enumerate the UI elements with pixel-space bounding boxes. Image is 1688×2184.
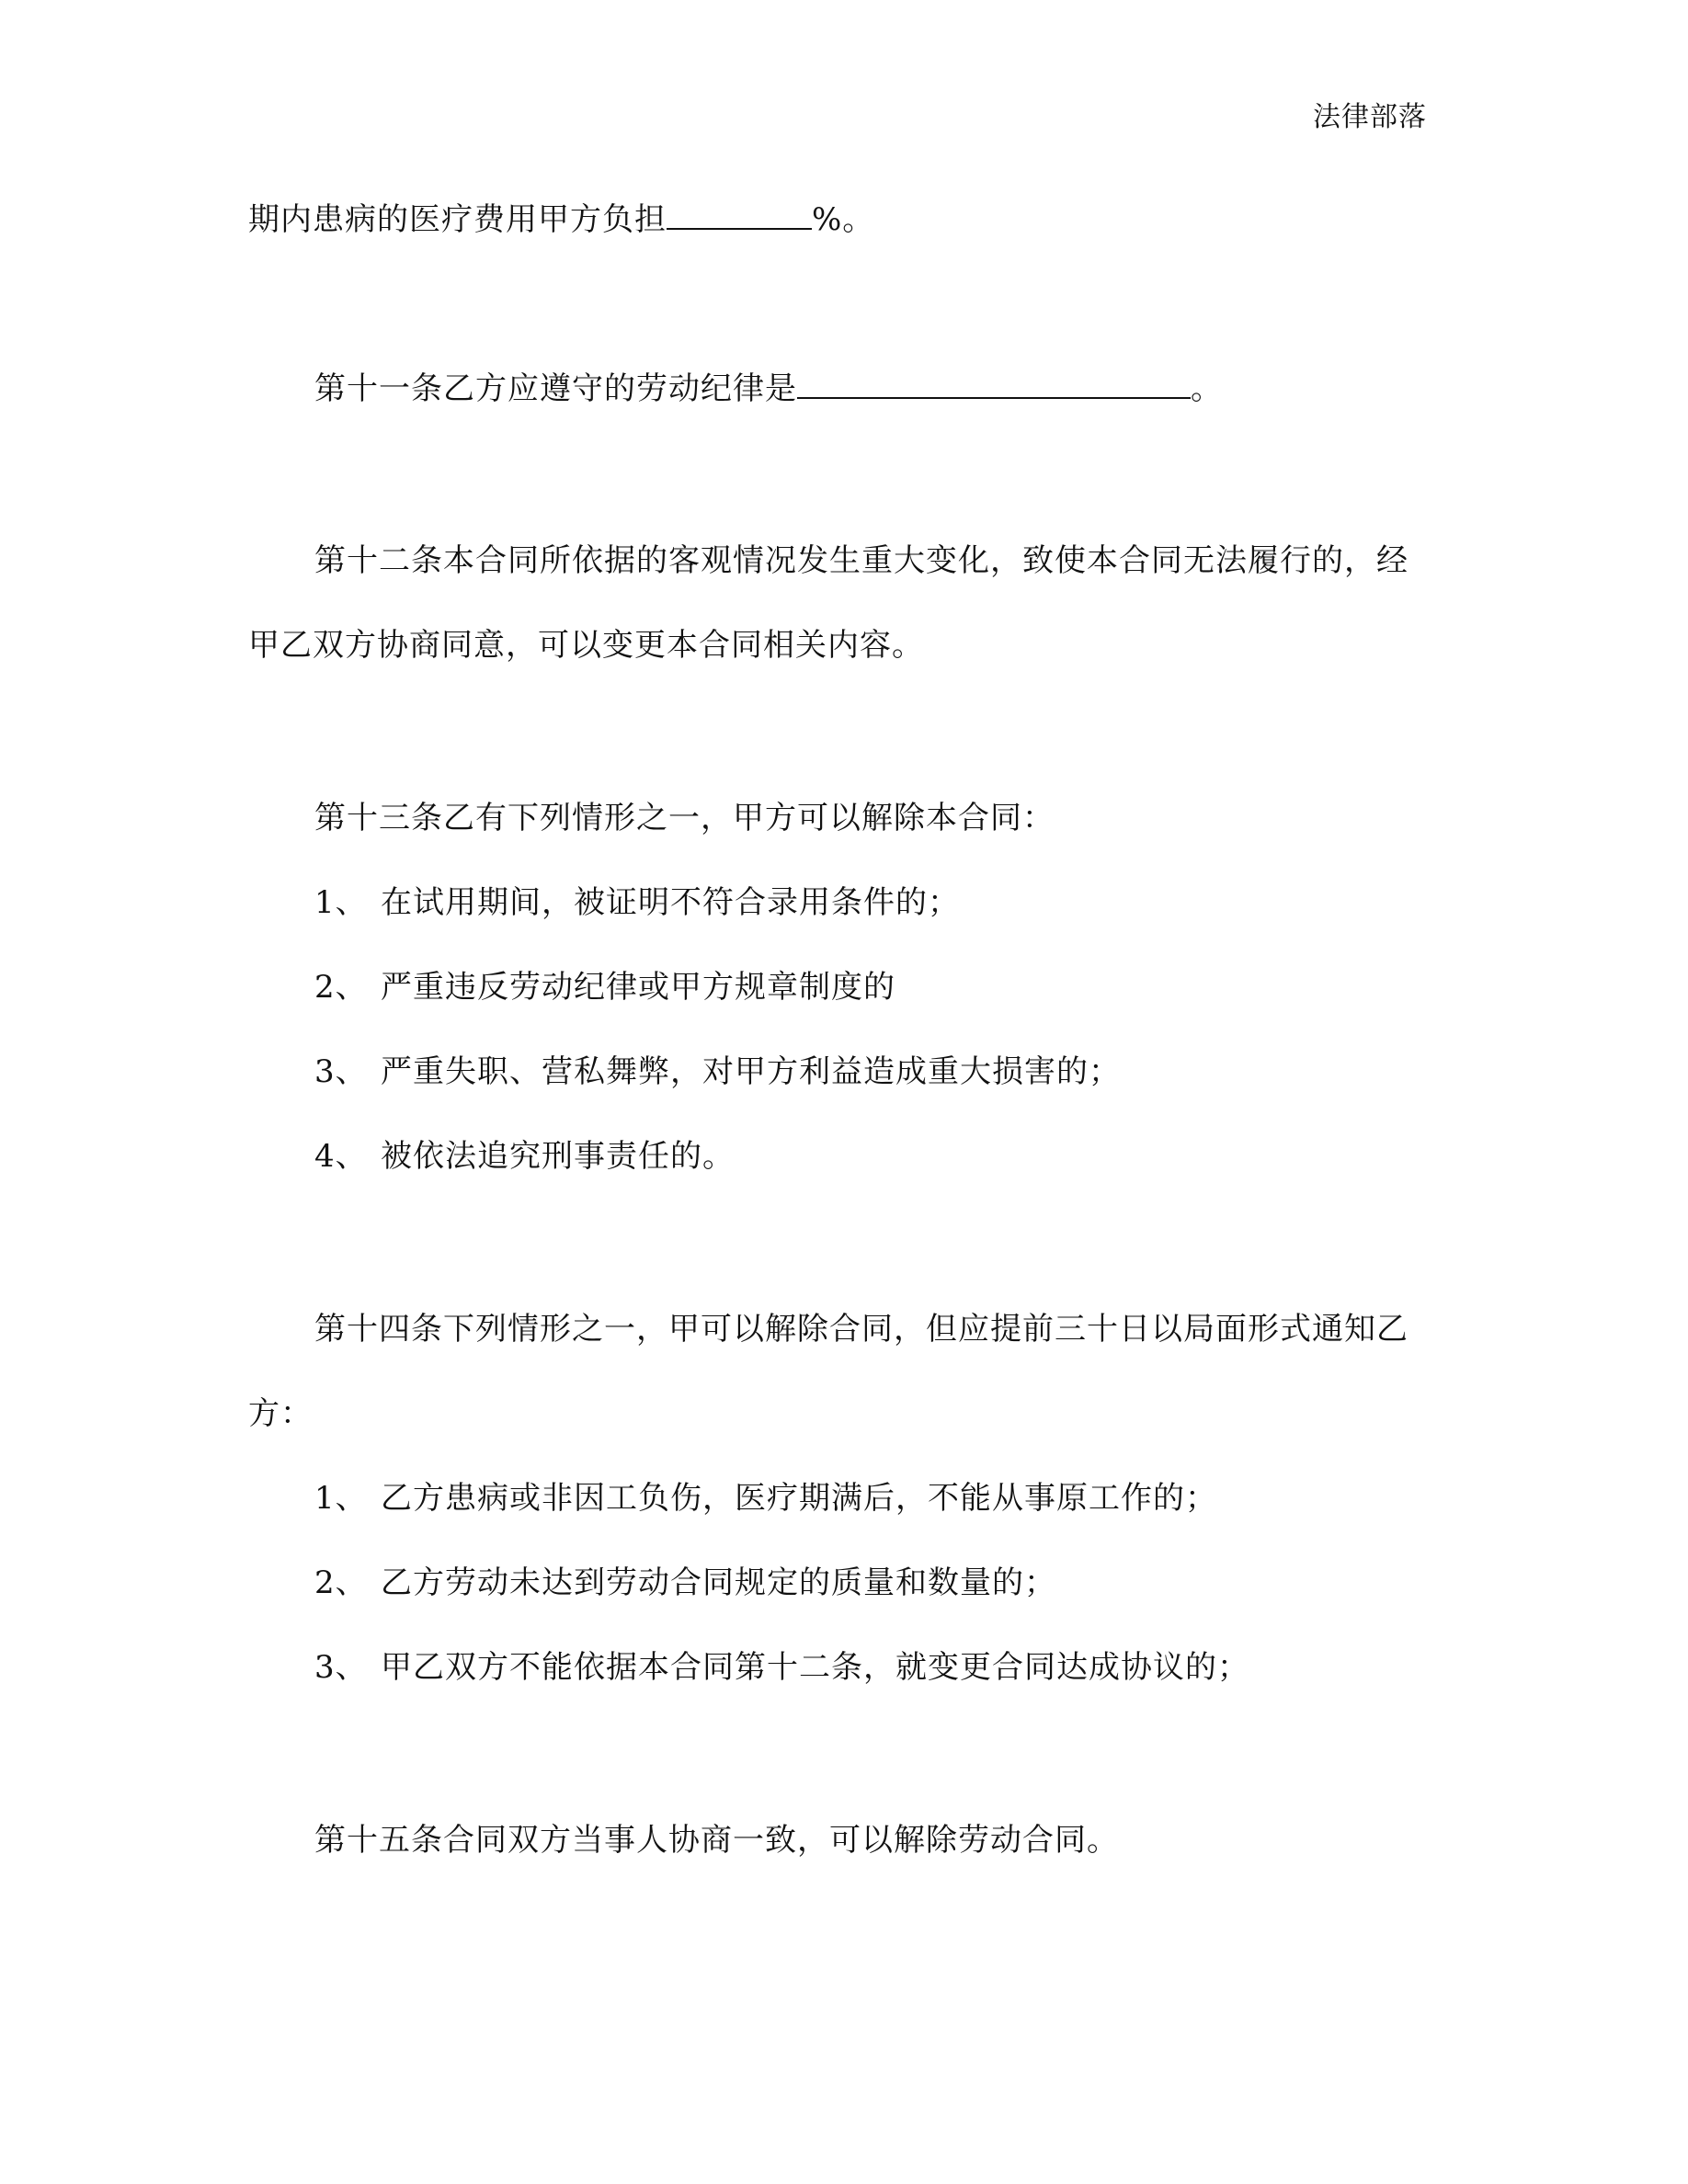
list-item [314, 1053, 1121, 1090]
list-item [314, 884, 960, 921]
article-text: 第十一条乙方应遵守的劳动纪律是 [314, 370, 797, 407]
list-text: 乙方劳动未达到劳动合同规定的质量和数量的； [381, 1564, 1056, 1601]
article-14-line-1: 第十四条下列情形之一，甲可以解除合同，但应提前三十日以局面形式通知乙 [314, 1311, 1409, 1348]
blank-line [797, 370, 1191, 399]
paragraph-text: %。 [812, 201, 875, 238]
list-number: 3、 [314, 1649, 368, 1686]
list-number: 3、 [314, 1053, 368, 1090]
article-text: 。 [1191, 370, 1223, 407]
list-text: 乙方患病或非因工负伤，医疗期满后，不能从事原工作的； [381, 1480, 1217, 1517]
article-12-line-1: 第十二条本合同所依据的客观情况发生重大变化，致使本合同无法履行的，经 [314, 542, 1409, 579]
article-12-line-2: 甲乙双方协商同意，可以变更本合同相关内容。 [248, 627, 924, 664]
list-number: 1、 [314, 884, 368, 921]
list-number: 2、 [314, 969, 368, 1006]
list-text: 严重违反劳动纪律或甲方规章制度的 [381, 969, 895, 1006]
article-11 [314, 370, 1223, 407]
list-number: 2、 [314, 1564, 368, 1601]
list-item [314, 1480, 1217, 1517]
paragraph-text: 期内患病的医疗费用甲方负担 [248, 201, 667, 238]
article-14-line-2: 方： [248, 1395, 313, 1432]
list-item [314, 1138, 735, 1175]
paragraph-medical-cost [248, 200, 874, 238]
list-number: 4、 [314, 1138, 368, 1175]
list-item [314, 1649, 1249, 1686]
blank-line [667, 200, 812, 230]
list-item [314, 969, 895, 1006]
list-item [314, 1564, 1056, 1601]
page-header: 法律部落 [1313, 101, 1427, 133]
list-text: 甲乙双方不能依据本合同第十二条，就变更合同达成协议的； [381, 1649, 1249, 1686]
list-text: 在试用期间，被证明不符合录用条件的； [381, 884, 960, 921]
article-13-intro: 第十三条乙有下列情形之一，甲方可以解除本合同： [314, 800, 1055, 836]
list-text: 被依法追究刑事责任的。 [381, 1138, 735, 1175]
list-text: 严重失职、营私舞弊，对甲方利益造成重大损害的； [381, 1053, 1121, 1090]
article-15: 第十五条合同双方当事人协商一致，可以解除劳动合同。 [314, 1822, 1119, 1859]
list-number: 1、 [314, 1480, 368, 1517]
